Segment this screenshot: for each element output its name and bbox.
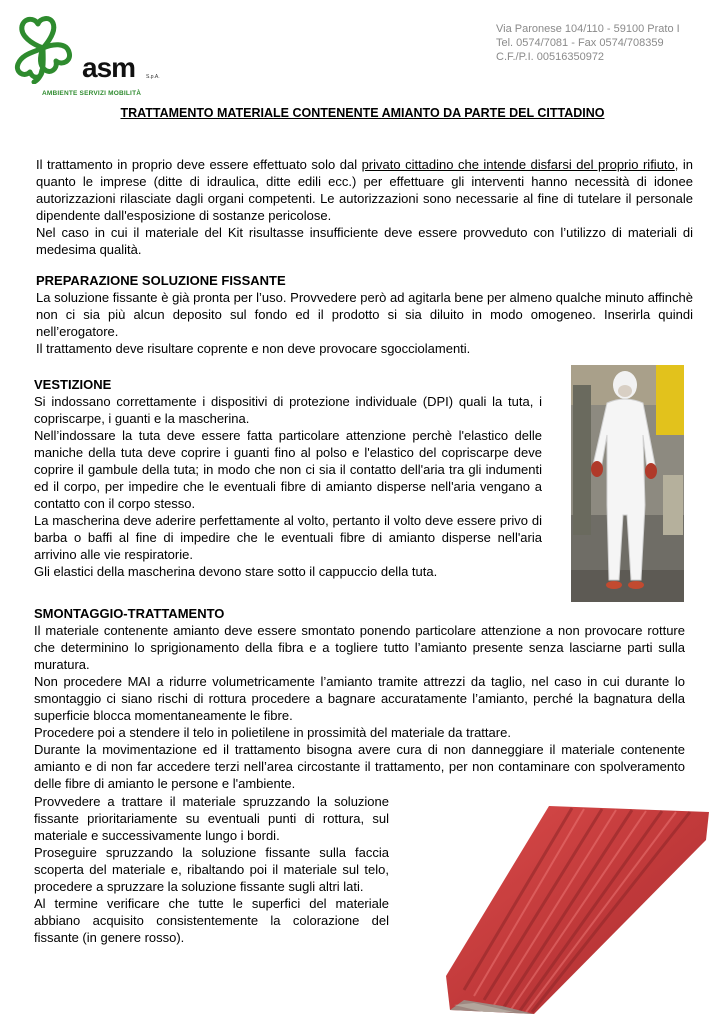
preparazione-section <box>36 272 693 357</box>
preparazione-heading: PREPARAZIONE SOLUZIONE FISSANTE <box>36 273 286 288</box>
preparazione-paragraph-2: Il trattamento deve risultare coprente e non deve provocare sgocciolamenti. <box>36 341 471 356</box>
vestizione-section <box>34 376 542 580</box>
address-line-street: Via Paronese 104/110 - 59100 Prato I <box>496 23 680 35</box>
smontaggio-paragraph-1: Il materiale contenente amianto deve essere smontato ponendo particolare attenzione a non provocare rotture che determinino lo sprigionamento della fibra e a togliere tutto l’amianto presente senza lasciarne parti sulla muratura. <box>34 623 685 672</box>
intro-section <box>36 156 693 258</box>
intro-underlined-text: privato cittadino che intende disfarsi del proprio rifiuto <box>361 157 675 172</box>
trattamento-paragraph-2: Proseguire spruzzando la soluzione fissante sulla faccia scoperta del materiale e, ribaltando poi il materiale sul telo, procedere a spruzzare la soluzione fissante sugli altri lati. <box>34 845 389 894</box>
smontaggio-paragraph-2: Non procedere MAI a ridurre volumetricamente l’amianto tramite attrezzi da taglio, nel caso in cui durante lo smontaggio ci siano rischi di rottura procedere a bagnare accuratamente l’amianto, perché la bagnatura della superficie blocca momentaneamente le fibre. <box>34 674 685 723</box>
vestizione-paragraph-4: Gli elastici della mascherina devono stare sotto il cappuccio della tuta. <box>34 564 438 579</box>
protective-suit-photo <box>571 365 684 602</box>
trattamento-paragraph-1: Provvedere a trattare il materiale spruzzando la soluzione fissante prioritariamente su eventuali punti di rottura, sul materiale e successivamente lungo i bordi. <box>34 794 389 843</box>
smontaggio-paragraph-3: Procedere poi a stendere il telo in polietilene in prossimità del materiale da trattare. <box>34 725 511 740</box>
smontaggio-paragraph-4: Durante la movimentazione ed il trattamento bisogna avere cura di non danneggiare il materiale contenente amianto e di non far accedere terzi nell’area circostante il trattamento, per non contaminare con spolveramento delle fibre di amianto le persone e l'ambiente. <box>34 742 685 791</box>
company-address <box>496 22 680 64</box>
logo-wordmark: asm <box>82 52 136 83</box>
smontaggio-heading: SMONTAGGIO-TRATTAMENTO <box>34 606 225 621</box>
smontaggio-section <box>34 605 685 792</box>
document-title: TRATTAMENTO MATERIALE CONTENENTE AMIANTO DA PARTE DEL CITTADINO <box>120 106 605 120</box>
clover-logo-icon <box>12 14 74 84</box>
asm-logo <box>12 14 162 97</box>
vestizione-heading: VESTIZIONE <box>34 377 112 392</box>
vestizione-paragraph-3: La mascherina deve aderire perfettamente al volto, pertanto il volto deve essere privo di barba o baffi al fine di impedire che le eventuali fibre di amianto disperse nell'aria arrivino alle vie respiratorie. <box>34 513 542 562</box>
preparazione-paragraph-1: La soluzione fissante è già pronta per l’uso. Provvedere però ad agitarla bene per almeno qualche minuto affinchè non ci sia più alcun deposito sul fondo ed il prodotto si sia diluito in modo omogeneo. Inserirla quindi nell’erogatore. <box>36 290 693 339</box>
address-line-vat: C.F./P.I. 00516350972 <box>496 51 605 63</box>
trattamento-paragraph-3: Al termine verificare che tutte le superfici del materiale abbiano acquisito consistentemente la colorazione del fissante (in genere rosso). <box>34 896 389 945</box>
intro-paragraph-1: Il trattamento in proprio deve essere effettuato solo dal privato cittadino che intende disfarsi del proprio rifiuto, in quanto le imprese (ditte di idraulica, ditte edili ecc.) per effettuare gli interventi hanno necessità di idonee autorizzazioni rilasciate dagli organi competenti. Le autorizzazioni sono necessarie al fine di tutelare il personale dipendente dall'esposizione di sostanze pericolose. <box>36 157 693 223</box>
intro-paragraph-2: Nel caso in cui il materiale del Kit risultasse insufficiente deve essere provveduto con l’utilizzo di materiali di medesima qualità. <box>36 225 693 257</box>
vestizione-paragraph-1: Si indossano correttamente i dispositivi di protezione individuale (DPI) quali la tuta, i copriscarpe, i guanti e la mascherina. <box>34 394 542 426</box>
trattamento-section <box>34 793 389 946</box>
address-line-phone: Tel. 0574/7081 - Fax 0574/708359 <box>496 37 664 49</box>
treated-asbestos-sheet-photo <box>444 800 712 1014</box>
vestizione-paragraph-2: Nell’indossare la tuta deve essere fatta particolare attenzione perchè l'elastico delle maniche della tuta deve coprire i guanti fino al polso e l'elastico del copriscarpe deve coprire il gambule della tuta; in modo che non ci sia il contatto dell'aria tra gli indumenti ed il corpo, per impedire che le eventuali fibre di amianto disperse nell'aria vengano a contatto con il corpo stesso. <box>34 428 542 511</box>
logo-subtitle: AMBIENTE SERVIZI MOBILITÀ <box>42 90 142 97</box>
logo-legal-form: S.p.A. <box>146 74 160 80</box>
